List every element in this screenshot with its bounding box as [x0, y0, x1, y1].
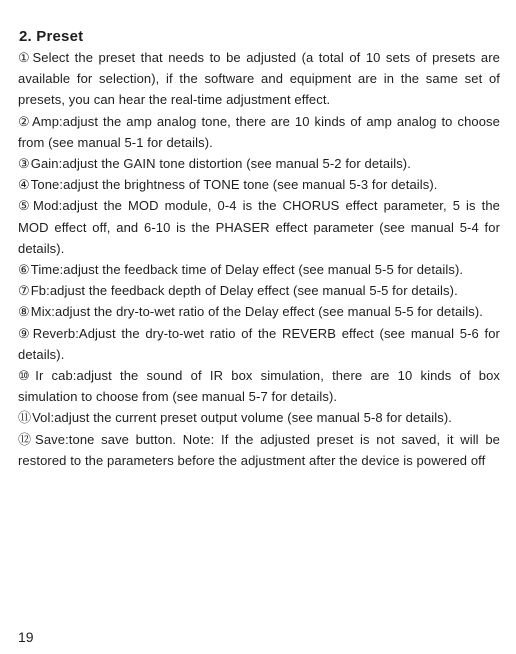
item-text: Vol:adjust the current preset output volume (see manual 5-8 for details).	[32, 410, 453, 426]
list-item	[18, 323, 500, 365]
item-number: ⑦	[18, 283, 30, 299]
item-number: ⑫	[18, 431, 35, 447]
item-text: Amp:adjust the amp analog tone, there are 10 kinds of amp analog to choose from (see manual 5-1 for details).	[18, 113, 500, 150]
preset-item-list	[18, 47, 500, 471]
list-item	[18, 47, 500, 111]
item-number: ⑪	[18, 410, 32, 426]
list-item	[18, 280, 500, 301]
item-text: Fb:adjust the feedback depth of Delay effect (see manual 5-5 for details).	[30, 283, 458, 299]
item-number: ④	[18, 177, 30, 193]
list-item	[18, 111, 500, 153]
list-item	[18, 407, 500, 428]
list-item	[18, 365, 500, 407]
list-item	[18, 301, 500, 322]
item-text: Tone:adjust the brightness of TONE tone (see manual 5-3 for details).	[30, 177, 438, 193]
list-item	[18, 174, 500, 195]
item-number: ⑨	[18, 325, 32, 341]
item-number: ⑩	[18, 368, 35, 384]
list-item	[18, 259, 500, 280]
item-number: ③	[18, 156, 30, 172]
item-text: Save:tone save button. Note: If the adjusted preset is not saved, it will be restored to the parameters before the adjustment after the device is powered off	[18, 431, 500, 468]
item-number: ⑤	[18, 198, 33, 214]
section-title: 2. Preset	[19, 28, 84, 45]
item-text: Mix:adjust the dry-to-wet ratio of the Delay effect (see manual 5-5 for details).	[30, 304, 483, 320]
list-item	[18, 153, 500, 174]
item-number: ①	[18, 50, 32, 65]
item-text: Reverb:Adjust the dry-to-wet ratio of the REVERB effect (see manual 5-6 for details).	[18, 325, 500, 362]
item-number: ②	[18, 113, 31, 129]
item-text: Gain:adjust the GAIN tone distortion (see manual 5-2 for details).	[30, 156, 411, 172]
item-number: ⑧	[18, 304, 30, 320]
list-item	[18, 429, 500, 471]
list-item	[18, 195, 500, 259]
item-number: ⑥	[18, 262, 30, 278]
item-text: Mod:adjust the MOD module, 0-4 is the CHORUS effect parameter, 5 is the MOD effect off, and 6-10 is the PHASER effect parameter (see manual 5-4 for details).	[18, 198, 500, 256]
page-number: 19	[18, 629, 34, 645]
item-text: Ir cab:adjust the sound of IR box simulation, there are 10 kinds of box simulation to choose from (see manual 5-7 for details).	[18, 368, 501, 405]
item-text: Time:adjust the feedback time of Delay effect (see manual 5-5 for details).	[30, 262, 464, 278]
item-text: Select the preset that needs to be adjusted (a total of 10 sets of presets are available for selection), if the software and equipment are in the same set of presets, you can hear the real-time adjustment effect.	[18, 50, 500, 108]
